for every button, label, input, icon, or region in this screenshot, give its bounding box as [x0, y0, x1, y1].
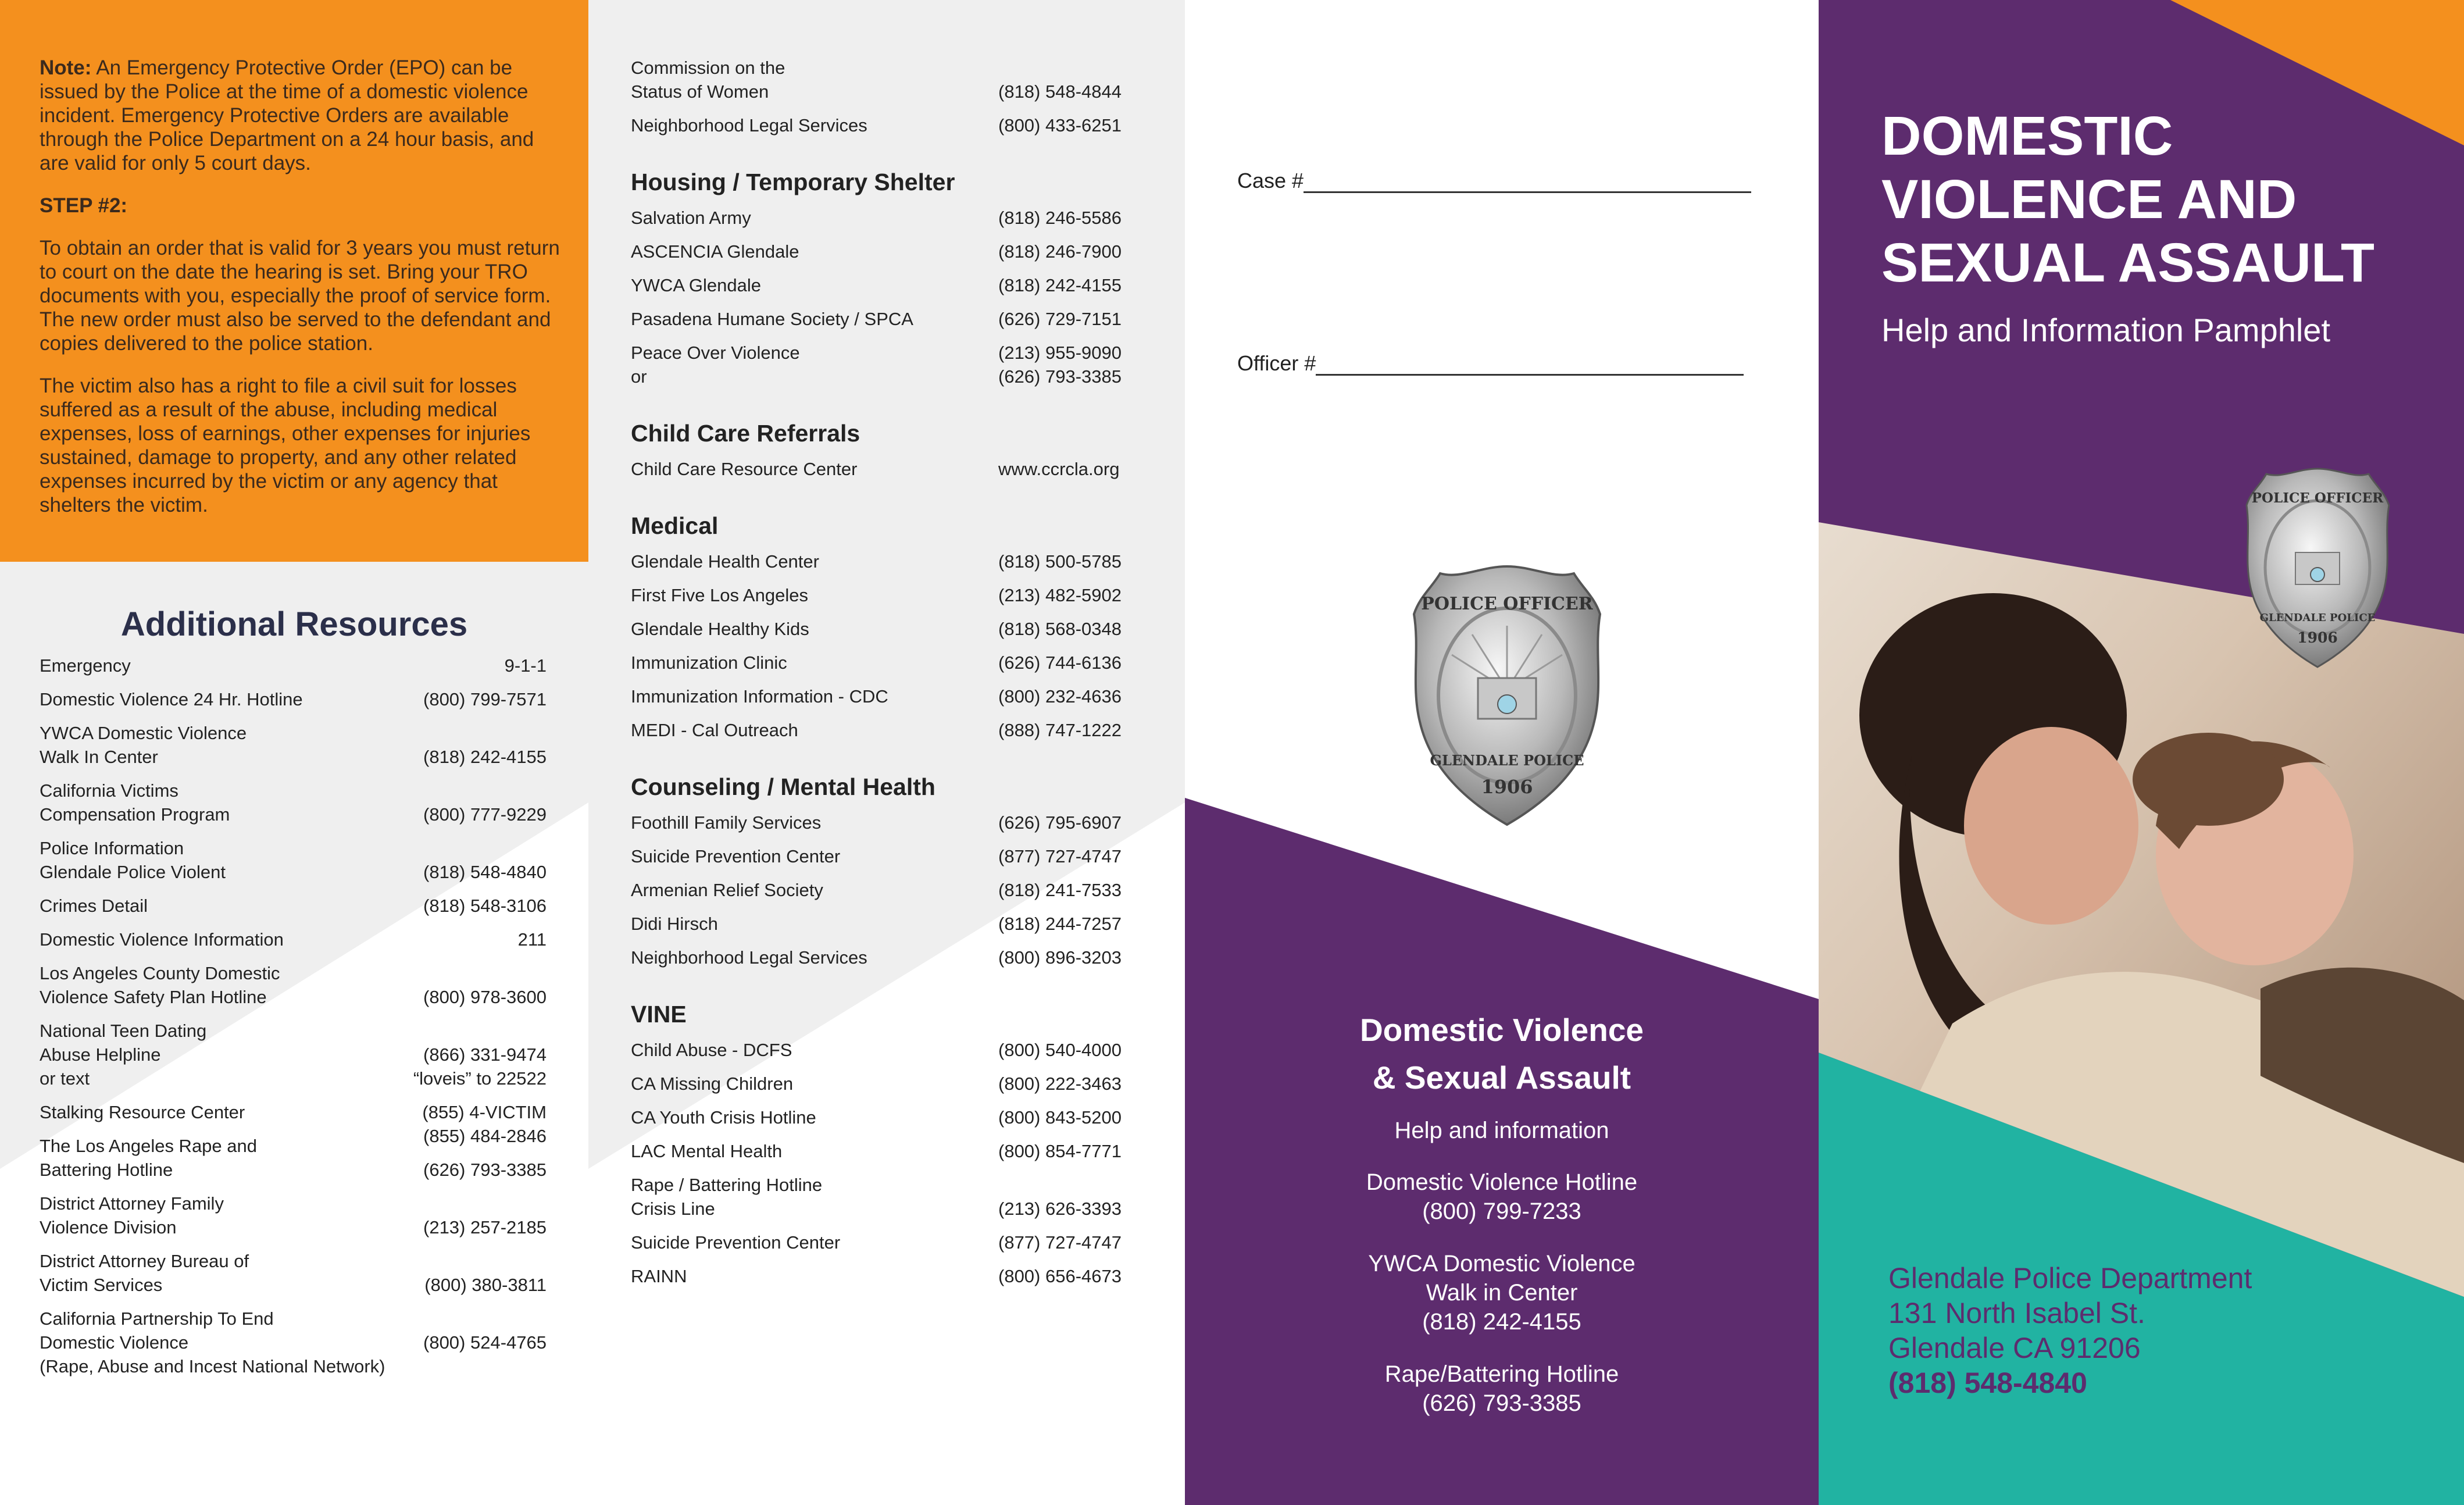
resource-phone: (818) 242-4155 — [423, 747, 547, 767]
resource-name: California Partnership To End Domestic Violence (Rape, Abuse and Incest National Network) — [40, 1308, 385, 1376]
resource-phone: (818) 246-7900 — [998, 241, 1122, 262]
resource-name: Los Angeles County Domestic Violence Safety Plan Hotline — [40, 963, 280, 1007]
badge-bottom-text: GLENDALE POLICE — [1430, 752, 1584, 769]
resource-row — [631, 651, 1146, 675]
resource-section — [631, 56, 1146, 137]
resource-name: Salvation Army — [631, 208, 751, 228]
resource-phone: (800) 524-4765 — [423, 1332, 547, 1353]
resource-name: Neighborhood Legal Services — [631, 115, 867, 135]
rape-hotline-phone: (626) 793-3385 — [1422, 1390, 1581, 1416]
resource-name: Child Care Resource Center — [631, 459, 858, 479]
resource-name: ASCENCIA Glendale — [631, 241, 799, 262]
resource-phone: (213) 955-9090 (626) 793-3385 — [998, 343, 1122, 387]
resource-row — [40, 654, 547, 677]
resource-name: Stalking Resource Center — [40, 1102, 245, 1122]
resource-phone: (626) 744-6136 — [998, 652, 1122, 673]
panel-back — [1185, 0, 1819, 1505]
resource-row — [40, 1100, 547, 1146]
back-help-text: Help and information — [1394, 1118, 1609, 1143]
resource-name: LAC Mental Health — [631, 1141, 783, 1161]
resource-phone: (213) 626-3393 — [998, 1199, 1122, 1219]
title-line-2: VIOLENCE AND — [1881, 169, 2297, 230]
section-heading: Medical — [631, 512, 719, 539]
svg-text:GLENDALE POLICE: GLENDALE POLICE — [2259, 612, 2376, 624]
badge-top-text: POLICE OFFICER — [1421, 594, 1593, 614]
police-badge-image — [1408, 562, 1606, 832]
resource-phone: (818) 244-7257 — [998, 914, 1122, 934]
resource-phone: (818) 500-5785 — [998, 551, 1122, 572]
resource-name: CA Youth Crisis Hotline — [631, 1107, 816, 1128]
section-heading: VINE — [631, 1001, 687, 1028]
resource-phone: (626) 793-3385 — [423, 1160, 547, 1180]
case-number-label: Case # — [1237, 169, 1304, 192]
title-line-3: SEXUAL ASSAULT — [1881, 232, 2375, 294]
resource-name: YWCA Domestic Violence Walk In Center — [40, 723, 247, 767]
resource-name: Rape / Battering Hotline Crisis Line — [631, 1175, 823, 1219]
resource-phone: (800) 540-4000 — [998, 1040, 1122, 1060]
resource-name: Foothill Family Services — [631, 812, 822, 833]
resources-list — [40, 654, 547, 1388]
resource-phone: (818) 548-4844 — [998, 81, 1122, 102]
resource-name: Armenian Relief Society — [631, 880, 823, 900]
resource-name: Crimes Detail — [40, 896, 148, 916]
resource-row — [40, 721, 547, 769]
officer-number-label: Officer # — [1237, 351, 1316, 375]
resource-row — [631, 583, 1146, 607]
resource-row — [631, 1105, 1146, 1129]
resource-row — [631, 273, 1146, 297]
back-heading-line2: & Sexual Assault — [1372, 1060, 1631, 1096]
resource-row — [40, 894, 547, 918]
resource-row — [631, 1231, 1146, 1254]
resource-row — [40, 836, 547, 884]
officer-number-line — [1316, 369, 1744, 376]
resource-row — [631, 878, 1146, 902]
resource-name: Emergency — [40, 655, 131, 676]
resource-row — [40, 687, 547, 711]
department-city: Glendale CA 91206 — [1888, 1332, 2141, 1364]
dv-hotline-block — [1185, 1168, 1819, 1226]
resource-row — [631, 341, 1146, 388]
resource-row — [631, 1173, 1146, 1221]
section-heading: Housing / Temporary Shelter — [631, 169, 955, 195]
civil-suit-text: The victim also has a right to file a civil suit for losses suffered as a result of the abuse, including medical expenses, loss of earnings, other expenses for injuries sustained, damage to property, and any other related expenses incurred by the victim or any agency that shelters the victim. — [40, 375, 531, 516]
resource-row — [631, 946, 1146, 969]
department-name: Glendale Police Department — [1888, 1262, 2252, 1294]
resource-phone: (213) 482-5902 — [998, 585, 1122, 605]
section-heading: Child Care Referrals — [631, 420, 860, 447]
resource-phone: (626) 795-6907 — [998, 812, 1122, 833]
resource-phone: (855) 4-VICTIM (855) 484-2846 — [422, 1102, 547, 1146]
resource-name: Immunization Clinic — [631, 652, 787, 673]
resource-row — [40, 961, 547, 1009]
resources-column — [631, 56, 1146, 1318]
case-number-field[interactable] — [1237, 169, 1751, 193]
resource-row — [40, 928, 547, 951]
resource-phone: (800) 896-3203 — [998, 947, 1122, 968]
orange-info-box — [0, 0, 588, 562]
resource-row — [40, 1019, 547, 1090]
resource-phone: (800) 777-9229 — [423, 804, 547, 825]
title-line-1: DOMESTIC — [1881, 105, 2173, 167]
resource-phone: (800) 843-5200 — [998, 1107, 1122, 1128]
resource-name: MEDI - Cal Outreach — [631, 720, 798, 740]
resource-row — [631, 1139, 1146, 1163]
step-2-text: To obtain an order that is valid for 3 years you must return to court on the date the hearing is set. Bring your TRO documents with you, especially the proof of service form. The new order must also be served to the defendant and copies delivered to the police station. — [40, 237, 560, 355]
resource-name: Domestic Violence Information — [40, 929, 284, 950]
resource-phone: 9-1-1 — [504, 655, 547, 676]
resource-phone: (800) 380-3811 — [424, 1275, 547, 1295]
resource-phone: (800) 232-4636 — [998, 686, 1122, 707]
rape-hotline-label: Rape/Battering Hotline — [1384, 1361, 1619, 1387]
resource-section — [631, 772, 1146, 969]
section-heading: Counseling / Mental Health — [631, 773, 935, 800]
resource-row — [631, 457, 1146, 481]
department-street: 131 North Isabel St. — [1888, 1297, 2145, 1329]
svg-text:1906: 1906 — [2297, 629, 2338, 646]
back-panel-contacts — [1185, 1006, 1819, 1418]
resource-row — [40, 1307, 547, 1378]
resource-name: Immunization Information - CDC — [631, 686, 888, 707]
svg-text:POLICE OFFICER: POLICE OFFICER — [2251, 490, 2384, 506]
resource-row — [631, 912, 1146, 936]
resource-phone: (800) 656-4673 — [998, 1266, 1122, 1286]
ywca-line1: YWCA Domestic Violence — [1368, 1251, 1635, 1276]
resource-row — [631, 684, 1146, 708]
resource-section — [631, 419, 1146, 481]
resource-phone: (818) 548-3106 — [423, 896, 547, 916]
dv-hotline-phone: (800) 799-7233 — [1422, 1199, 1581, 1224]
back-heading-line1: Domestic Violence — [1359, 1012, 1644, 1048]
resource-row — [40, 1249, 547, 1297]
department-phone: (818) 548-4840 — [1888, 1367, 2087, 1399]
badge-year: 1906 — [1481, 776, 1533, 798]
resource-name: Police Information Glendale Police Violent — [40, 838, 226, 882]
resource-phone: www.ccrcla.org — [998, 459, 1120, 479]
resource-name: California Victims Compensation Program — [40, 780, 230, 825]
resource-phone: (800) 433-6251 — [998, 115, 1122, 135]
dv-hotline-label: Domestic Violence Hotline — [1366, 1169, 1638, 1195]
panel-inside-left — [0, 0, 588, 1505]
ywca-phone: (818) 242-4155 — [1422, 1309, 1581, 1335]
resource-name: Commission on the Status of Women — [631, 58, 785, 102]
resource-name: Didi Hirsch — [631, 914, 718, 934]
resource-phone: (213) 257-2185 — [423, 1217, 547, 1237]
resource-name: Glendale Healthy Kids — [631, 619, 809, 639]
resource-name: Suicide Prevention Center — [631, 846, 841, 866]
ywca-line2: Walk in Center — [1426, 1280, 1578, 1306]
panel-front-cover — [1819, 0, 2464, 1505]
resource-section — [631, 167, 1146, 388]
resource-phone: (818) 568-0348 — [998, 619, 1122, 639]
resource-row — [631, 307, 1146, 331]
resource-name: RAINN — [631, 1266, 687, 1286]
resource-phone: (877) 727-4747 — [998, 1232, 1122, 1253]
resource-row — [631, 844, 1146, 868]
resource-name: Child Abuse - DCFS — [631, 1040, 792, 1060]
resource-name: Peace Over Violence or — [631, 343, 800, 387]
resource-name: The Los Angeles Rape and Battering Hotline — [40, 1136, 257, 1180]
resource-phone: (877) 727-4747 — [998, 846, 1122, 866]
resource-row — [631, 240, 1146, 263]
resource-row — [40, 1134, 547, 1182]
resource-name: National Teen Dating Abuse Helpline or text — [40, 1021, 207, 1089]
cover-subtitle: Help and Information Pamphlet — [1881, 312, 2330, 348]
resource-row — [631, 206, 1146, 230]
resource-row — [631, 1264, 1146, 1288]
resource-phone: (818) 241-7533 — [998, 880, 1122, 900]
rape-hotline-block — [1185, 1360, 1819, 1418]
resource-name: CA Missing Children — [631, 1074, 794, 1094]
resource-phone: (800) 222-3463 — [998, 1074, 1122, 1094]
ywca-block — [1185, 1249, 1819, 1336]
resource-phone: (800) 799-7571 — [423, 689, 547, 709]
resource-section — [631, 1000, 1146, 1288]
resource-phone: (888) 747-1222 — [998, 720, 1122, 740]
resource-row — [631, 1072, 1146, 1096]
resource-phone: (866) 331-9474 “loveis” to 22522 — [413, 1044, 547, 1089]
resource-section — [631, 511, 1146, 742]
resource-phone: 211 — [517, 929, 547, 950]
case-number-line — [1304, 187, 1751, 193]
resource-phone: (818) 242-4155 — [998, 275, 1122, 295]
step-2-label: STEP #2: — [40, 194, 128, 217]
resource-phone: (818) 548-4840 — [423, 862, 547, 882]
resource-phone: (800) 854-7771 — [998, 1141, 1122, 1161]
department-address — [1888, 1261, 2252, 1400]
cover-title — [1881, 105, 2374, 295]
resource-name: YWCA Glendale — [631, 275, 761, 295]
panel-inside-middle — [588, 0, 1185, 1505]
resource-phone: (800) 978-3600 — [423, 987, 547, 1007]
resource-row — [631, 718, 1146, 742]
resource-name: Suicide Prevention Center — [631, 1232, 841, 1253]
resource-name: District Attorney Family Violence Division — [40, 1193, 224, 1237]
resource-row — [40, 779, 547, 826]
resource-name: Pasadena Humane Society / SPCA — [631, 309, 913, 329]
resource-row — [40, 1192, 547, 1239]
resource-row — [631, 617, 1146, 641]
resource-name: Glendale Health Center — [631, 551, 819, 572]
resource-phone: (818) 246-5586 — [998, 208, 1122, 228]
epo-note: Note: An Emergency Protective Order (EPO) can be issued by the Police at the time of a domestic violence incident. Emergency Protective Orders are available through the Police Department on a 24 hour basis, and are valid for only 5 court days. — [40, 56, 534, 174]
resource-phone: (626) 729-7151 — [998, 309, 1122, 329]
additional-resources-heading: Additional Resources — [120, 605, 468, 643]
resource-row — [631, 550, 1146, 573]
officer-number-field[interactable] — [1237, 351, 1744, 376]
resource-name: Neighborhood Legal Services — [631, 947, 867, 968]
resource-name: Domestic Violence 24 Hr. Hotline — [40, 689, 303, 709]
resource-name: First Five Los Angeles — [631, 585, 808, 605]
resource-row — [631, 1038, 1146, 1062]
resource-row — [631, 56, 1146, 104]
resource-row — [631, 113, 1146, 137]
resource-row — [631, 811, 1146, 834]
resource-name: District Attorney Bureau of Victim Services — [40, 1251, 249, 1295]
